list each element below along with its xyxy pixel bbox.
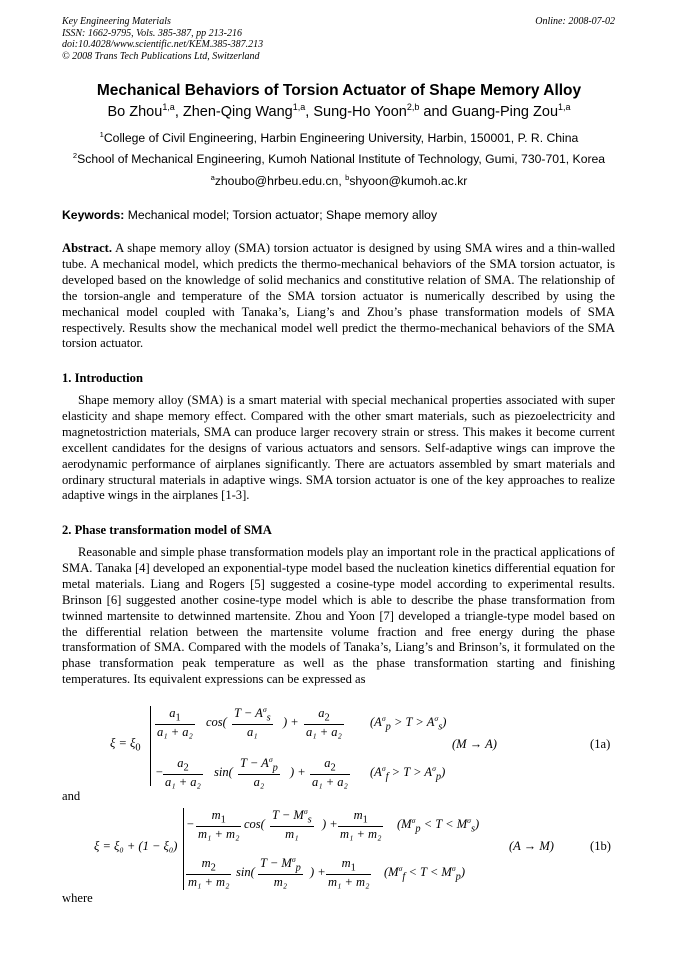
affiliation-2 — [0, 152, 678, 166]
email-address[interactable]: zhoubo@hrbeu.edu.cn — [214, 174, 339, 188]
journal-name: Key Engineering Materials — [62, 16, 171, 27]
online-date: Online: 2008-07-02 — [535, 16, 615, 27]
eq1-row2-frac3: $\frac{a_2}{\text{a₁ + a₂}}$ — [312, 756, 348, 789]
eq1-row1-frac3: $\frac{a_2}{\text{a₁ + a₂}}$ — [306, 706, 342, 739]
eq1-row2-sign: − — [155, 765, 164, 779]
eq2-row2-frac2: $T - M^\sigma_p$ m₂ — [260, 854, 301, 889]
eq2-row1-condition: $(M^\sigma_p < T < M^\sigma_s)$ — [397, 815, 480, 835]
eq1-row2-frac1: $\frac{a_2}{\text{a₁ + a₂}}$ — [165, 756, 201, 789]
eq2-row2-close: ) + — [310, 865, 326, 879]
author-separator: , — [174, 104, 183, 120]
eq1-lhs: $\xi = \xi_0$ — [110, 736, 141, 754]
eq1-row1-close: ) + — [283, 715, 299, 729]
affil-text: College of Civil Engineering, Harbin Engineering University, Harbin, 150001, P. R. China — [103, 131, 579, 145]
eq1-brace — [150, 706, 151, 786]
email-mark: b — [345, 172, 350, 182]
eq1-row2-func: sin( — [214, 765, 233, 779]
copyright-line: © 2008 Trans Tech Publications Ltd, Switzerland — [62, 50, 260, 62]
author-and: and — [419, 104, 452, 120]
author-affil-mark: 1,a — [292, 102, 306, 113]
affil-mark: 1 — [99, 129, 104, 139]
email-address[interactable]: shyoon@kumoh.ac.kr — [349, 174, 468, 188]
eq1-row1-condition: $(A^\sigma_p > T > A^\sigma_s)$ — [370, 713, 447, 733]
eq2-row1-frac2: $T - M^\sigma_s$ m₁ — [272, 806, 312, 841]
eq1-row1-func: cos( — [206, 715, 227, 729]
eq2-row2-condition: $(M^\sigma_f < T < M^\sigma_p)$ — [384, 863, 466, 883]
eq1-row2-frac2: $T - A^\sigma_p$ a₂ — [240, 754, 278, 789]
keywords-text: Mechanical model; Torsion actuator; Shape memory alloy — [127, 208, 438, 222]
eq1-number: (1a) — [590, 737, 611, 751]
eq2-row1-func: cos( — [244, 817, 265, 831]
paper-title: Mechanical Behaviors of Torsion Actuator of Shape Memory Alloy — [96, 82, 582, 99]
eq2-row1-sign: − — [186, 817, 195, 831]
eq1-transition: (M → A) — [452, 737, 497, 751]
issn-line: ISSN: 1662-9795, Vols. 385-387, pp 213-216 — [62, 27, 242, 39]
abstract-label: Abstract. — [62, 241, 113, 255]
author-separator: , — [305, 104, 314, 120]
doi-line: doi:10.4028/www.scientific.net/KEM.385-387.213 — [62, 39, 264, 50]
eq1-row1-frac1: $\frac{a_1}{\text{a₁ + a₂}}$ — [157, 706, 193, 739]
author-name: Guang-Ping Zou — [451, 104, 559, 120]
author-name: Sung-Ho Yoon — [313, 104, 407, 120]
email-mark: a — [210, 172, 215, 182]
eq2-row2-frac1: $\frac{m_2}{\text{m₁ + m₂}}$ — [188, 856, 230, 889]
introduction-paragraph: Shape memory alloy (SMA) is a smart material with special mechanical properties associated with super elasticity and shape memory effect. Compared with the other smart materials, such as piezoelectricity and magnetostriction materials, SMA can produce larger recovery strain or stress. This makes it become current excellent candidates for the designs of various actuators and sensors. Self-adaptive wings can improve the aerodynamic performance of airplanes significantly. There are actuators assembled by smart materials and ordinary structural materials in adaptive wings. SMA torsion actuator is one of the key approaches to realize adaptive wings in the airplanes [1-3]. — [62, 393, 615, 503]
eq1-row2-condition: $(A^\sigma_f > T > A^\sigma_p)$ — [370, 763, 446, 783]
author-name: Bo Zhou — [107, 104, 163, 120]
eq2-brace — [183, 808, 184, 890]
affil-text: School of Mechanical Engineering, Kumoh National Institute of Technology, Gumi, 730-701, Korea — [77, 152, 606, 166]
phase-model-paragraph: Reasonable and simple phase transformation models play an important role in the practical applications of SMA. Tanaka [4] developed an exponential-type model based the nucleation kinetics differential equation for metal materials. Liang and Rogers [5] suggested a cosine-type model according to experimental results. Brinson [6] suggested another cosine-type model which is able to describe the phase transformation from twinned martensite to detwinned martensite. Zhou and Yoon [7] developed a triangle-type model based on the differential relation between the martensite volume fraction and free energy during the phase transformation of SMA. Compared with the models of Tanaka’s, Liang’s and Brinson’s, it formulated on the phase transformation peak temperature as well as the phase transformation starting and finishing temperatures. Its equivalent expressions can be expressed as — [62, 545, 615, 687]
eq2-transition: (A → M) — [509, 839, 554, 853]
section-heading-phase-model: 2. Phase transformation model of SMA — [62, 523, 272, 537]
eq2-lhs: ξ = ξ₀ + (1 − ξ₀) — [94, 839, 178, 853]
abstract — [62, 241, 615, 352]
affil-mark: 2 — [72, 150, 78, 160]
eq1-row2-close: ) + — [290, 765, 306, 779]
affiliation-1 — [0, 131, 678, 145]
keywords-label: Keywords: — [62, 208, 125, 222]
abstract-text: A shape memory alloy (SMA) torsion actuator is designed by using SMA wires and a thin-walled tube. A mechanical model, which predicts the thermo-mechanical behaviors of the SMA torsion actuator, is developed based on the knowledge of solid mechanics and constitutive relation of SMA. The relationship of the torsion-angle and temperature of the SMA torsion actuator is numerically described by using the mechanical model coupled with Tanaka’s, Liang’s and Zhou’s phase transformation models of SMA respectively. Results show the mechanical model well predict the thermo-mechanical behaviors of the SMA torsion actuator. — [62, 241, 615, 351]
author-emails: $^a$zhoubo@hrbeu.edu.cn, $^b$shyoon@kumoh.ac.kr — [210, 172, 468, 188]
author-affil-mark: 2,b — [406, 102, 420, 113]
eq2-row1-frac1: $\frac{m_1}{\text{m₁ + m₂}}$ — [198, 808, 240, 841]
section-heading-introduction: 1. Introduction — [62, 371, 143, 385]
eq2-row1-frac3: $\frac{m_1}{\text{m₁ + m₂}}$ — [340, 808, 382, 841]
eq2-row2-func: sin( — [236, 865, 255, 879]
where-text: where — [62, 891, 93, 905]
eq2-row1-close: ) + — [322, 817, 338, 831]
author-name: Zhen-Qing Wang — [182, 104, 293, 120]
eq2-row2-frac3: $\frac{m_1}{\text{m₁ + m₂}}$ — [328, 856, 370, 889]
author-list — [0, 104, 678, 120]
keywords — [62, 208, 437, 222]
author-affil-mark: 1,a — [162, 102, 175, 113]
journal-header — [62, 16, 263, 62]
and-text: and — [62, 789, 81, 803]
author-affil-mark: 1,a — [558, 102, 571, 113]
eq2-number: (1b) — [590, 839, 611, 853]
eq1-row1-frac2: $T - A^\sigma_s$ a₁ — [234, 704, 271, 739]
